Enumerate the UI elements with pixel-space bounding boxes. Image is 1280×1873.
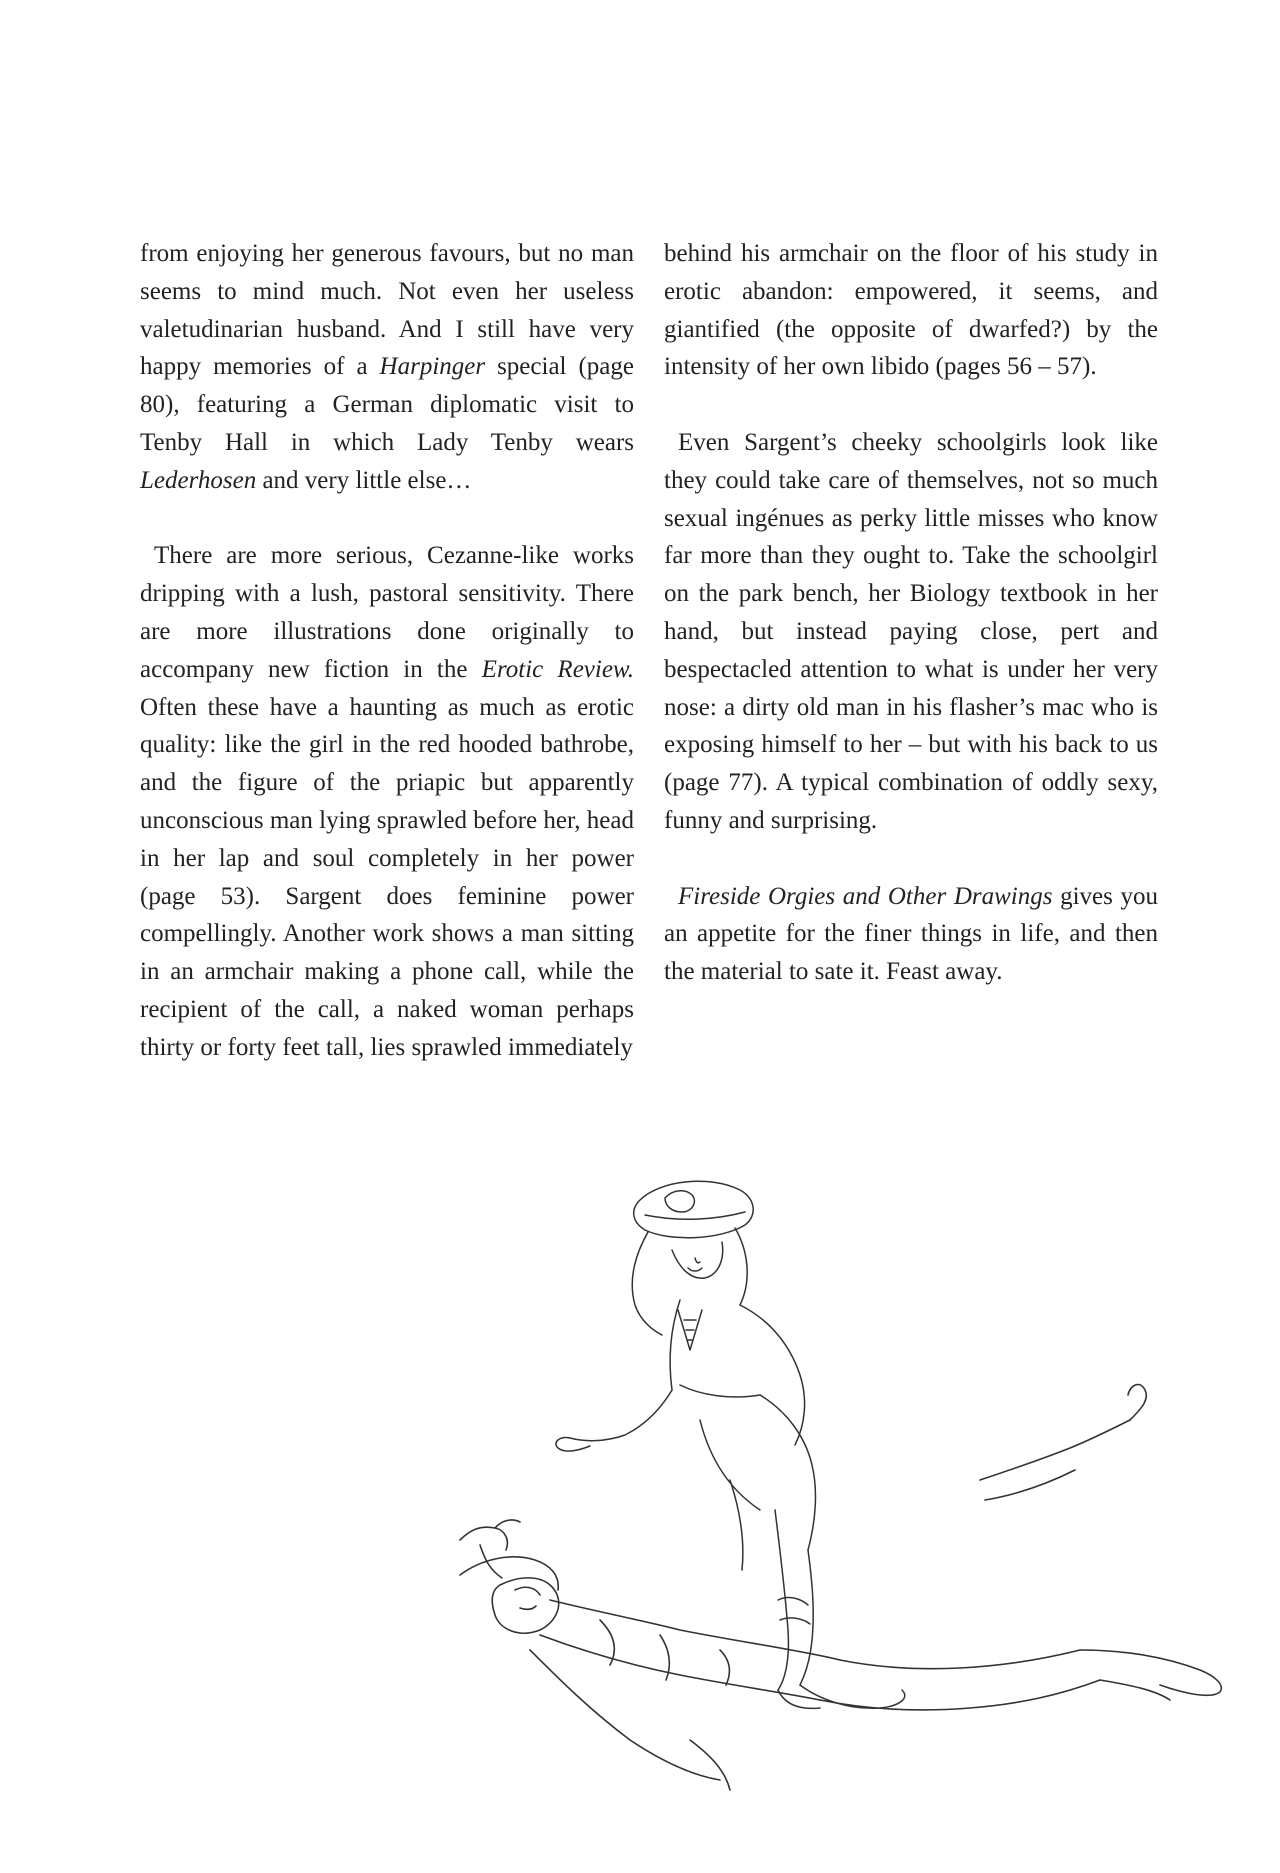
italic-word-lederhosen: Lederhosen [140,466,257,494]
italic-title-harpinger: Harpinger [379,353,486,381]
right-text-column [664,235,1158,991]
sketch-svg [440,1180,1240,1830]
text-run: Often these have a haunting as much as erotic quality: like the girl in the red hooded bathrobe, and the figure of the priapic but apparently unconscious man lying sprawled before her, head in her lap and soul completely in her power (page 53). Sargent does feminine power compellingly. Another work shows a man sitting in an armchair making a phone call, while the recipient of the call, a naked woman perhaps thirty or forty feet tall, lies sprawled immediately [140,693,634,1061]
text-run: special (page 80), featuring a German diplomatic visit to Tenby Hall in which Lady Tenby wears [140,353,634,456]
left-text-column [140,235,634,1067]
italic-book-title: Fireside Orgies and Other Drawings [678,882,1053,910]
italic-title-erotic-review: Erotic Review. [481,655,634,683]
right-paragraph-2: Even Sargent’s cheeky schoolgirls look like they could take care of themselves, not so much sexual ingénues as perky little misses who know far more than they ought to. Take the schoolgirl on the park bench, her Biology textbook in her hand, but instead paying close, pert and bespectacled attention to what is under her very nose: a dirty old man in his flasher’s mac who is exposing himself to her – but with his back to us (page 77). A typical combination of oddly sexy, funny and surprising. [664,428,1158,834]
right-paragraph-1: behind his armchair on the floor of his study in erotic abandon: empowered, it seems, and giantified (the opposite of dwarfed?) by the intensity of her own libido (pages 56 – 57). [664,240,1158,381]
right-paragraph-3 [664,878,1158,991]
text-run: gives you an appetite for the finer things in life, and then the material to sate it. Feast away. [664,882,1158,986]
text-run: from enjoying her generous favours, but no man seems to mind much. Not even her useless valetudinarian husband. And I still have very happy memories of a [140,240,634,381]
text-run: There are more serious, Cezanne-like works dripping with a lush, pastoral sensitivity. There are more illustrations done originally to accompany new fiction in the [140,542,634,683]
left-paragraph-2 [140,537,634,1066]
left-paragraph-1 [140,235,634,500]
reclining-figure-sketch [460,1385,1221,1790]
pencil-sketch-illustration [440,1180,1240,1830]
text-run: and very little else… [256,466,472,494]
